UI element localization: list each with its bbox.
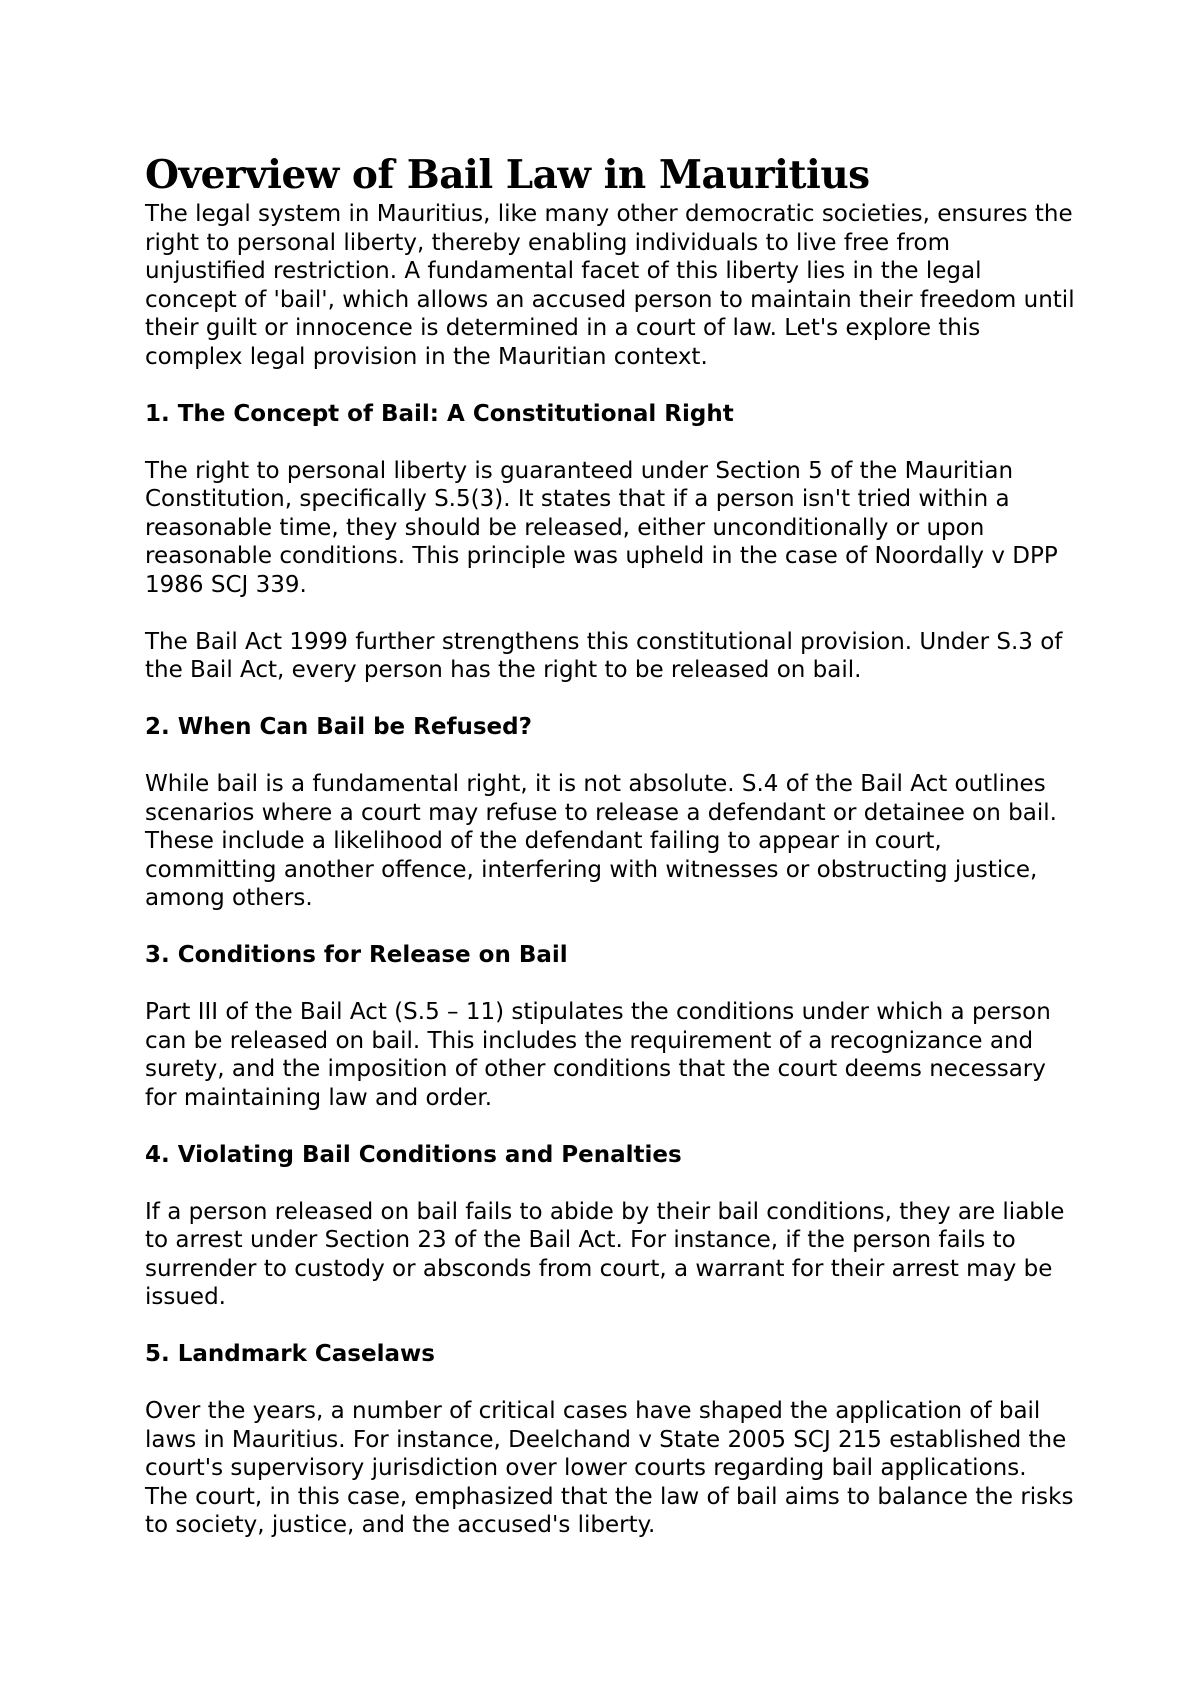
section-violating-bail [145, 1141, 1075, 1312]
document-body [145, 150, 1075, 1568]
section-paragraph: The right to personal liberty is guaranteed under Section 5 of the Mauritian Constitution, specifically S.5(3). It states that if a person isn't tried within a reasonable time, they should be released, either unconditionally or upon reasonable conditions. This principle was upheld in the case of Noordally v DPP 1986 SCJ 339. [145, 457, 1058, 598]
section-heading: 4. Violating Bail Conditions and Penalties [145, 1141, 682, 1168]
section-paragraph: While bail is a fundamental right, it is not absolute. S.4 of the Bail Act outlines scenarios where a court may refuse to release a defendant or detainee on bail. These include a likelihood of the defendant failing to appear in court, committing another offence, interfering with witnesses or obstructing justice, among others. [145, 771, 1057, 911]
section-paragraph: Part III of the Bail Act (S.5 – 11) stipulates the conditions under which a person can be released on bail. This includes the requirement of a recognizance and surety, and the imposition of other conditions that the court deems necessary for maintaining law and order. [145, 999, 1051, 1111]
section-landmark-caselaws [145, 1340, 1075, 1540]
section-heading: 2. When Can Bail be Refused? [145, 714, 532, 740]
section-heading: 1. The Concept of Bail: A Constitutional Right [145, 400, 734, 427]
section-concept-of-bail [145, 400, 1075, 685]
section-paragraph: The Bail Act 1999 further strengthens this constitutional provision. Under S.3 of the Bail Act, every person has the right to be released on bail. [145, 628, 1063, 683]
document-title: Overview of Bail Law in Mauritius [145, 152, 870, 198]
intro-paragraph: The legal system in Mauritius, like many other democratic societies, ensures the right to personal liberty, thereby enabling individuals to live free from unjustified restriction. A fundamental facet of this liberty lies in the legal concept of 'bail', which allows an accused person to maintain their freedom until their guilt or innocence is determined in a court of law. Let's explore this complex legal provision in the Mauritian context. [145, 201, 1075, 370]
section-heading: 5. Landmark Caselaws [145, 1341, 435, 1367]
section-paragraph: Over the years, a number of critical cases have shaped the application of bail laws in Mauritius. For instance, Deelchand v State 2005 SCJ 215 established the court's supervisory jurisdiction over lower courts regarding bail applications. The court, in this case, emphasized that the law of bail aims to balance the risks to society, justice, and the accused's liberty. [145, 1398, 1074, 1538]
section-bail-refused [145, 713, 1075, 913]
section-paragraph: If a person released on bail fails to abide by their bail conditions, they are liable to arrest under Section 23 of the Bail Act. For instance, if the person fails to surrender to custody or absconds from court, a warrant for their arrest may be issued. [145, 1198, 1065, 1310]
section-conditions-for-release [145, 941, 1075, 1112]
section-heading: 3. Conditions for Release on Bail [145, 942, 568, 968]
